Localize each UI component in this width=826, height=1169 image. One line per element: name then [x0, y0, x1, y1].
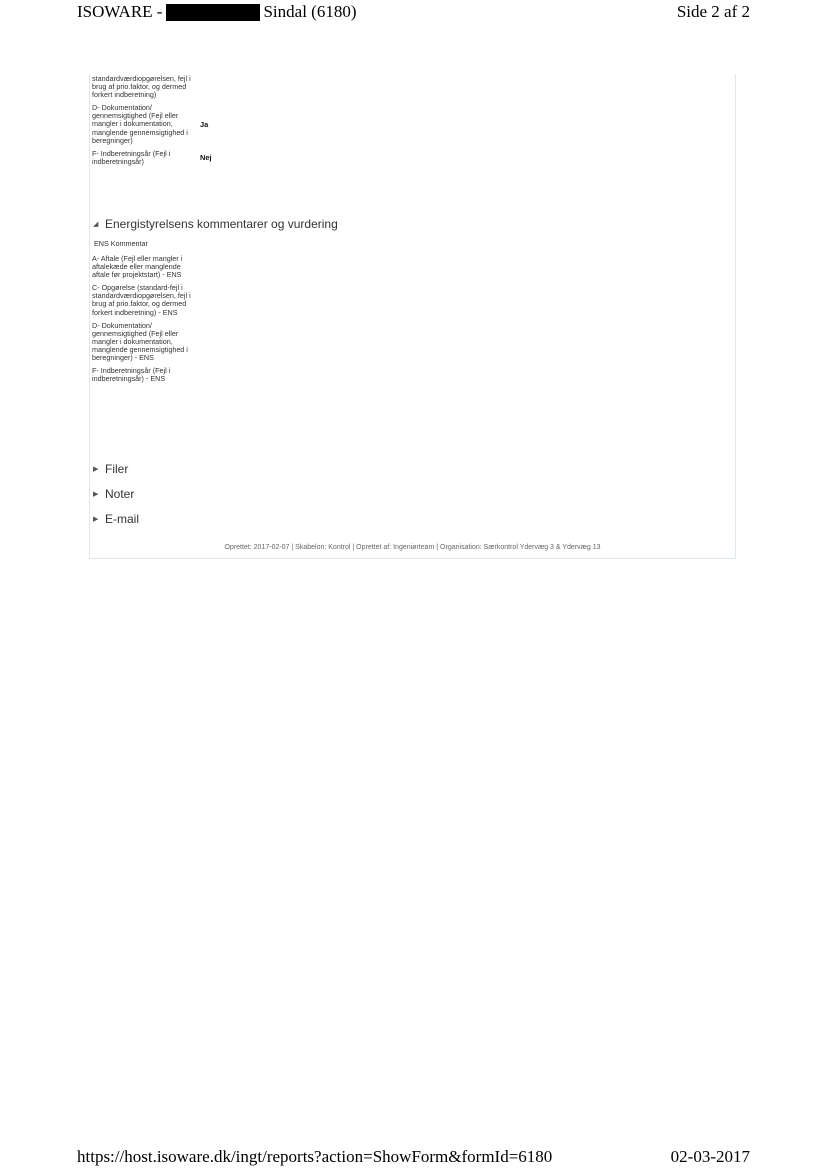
title-suffix: Sindal (6180): [263, 2, 357, 21]
field-row: [92, 322, 196, 362]
field-row: [92, 284, 196, 316]
field-label: D- Dokumentation/ gennemsigtighed (Fejl eller mangler i dokumentation, manglende gennemsigtighed i beregninger) - ENS: [92, 320, 188, 363]
section-title: Energistyrelsens kommentarer og vurdering: [105, 217, 338, 231]
field-label: D- Dokumentation/ gennemsigtighed (Fejl eller mangler i dokumentation, manglende gennemsigtighed i beregninger): [92, 103, 188, 145]
print-header: [77, 1, 750, 23]
section-toggle-filer[interactable]: [93, 462, 128, 476]
meta-line: Oprettet: 2017-02-07 | Skabelon: Kontrol | Oprettet af: Ingeniørteam | Organisation: Særkontrol Ydervæg 3 & Ydervæg 13: [224, 544, 601, 551]
field-row: [92, 255, 196, 279]
redaction-box: [166, 4, 260, 21]
page-number: Side 2 af 2: [676, 2, 750, 21]
field-label: F- Indberetningsår (Fejl i indberetningsår): [92, 148, 171, 166]
triangle-right-icon: ▶: [93, 491, 99, 498]
field-value: Nej: [200, 153, 212, 163]
title-prefix: ISOWARE -: [77, 2, 163, 21]
section-title: E-mail: [105, 512, 140, 526]
page-url: https://host.isoware.dk/ingt/reports?action=ShowForm&formId=6180: [77, 1147, 553, 1166]
field-row: [92, 75, 212, 99]
field-row: [92, 367, 196, 383]
ens-comment-label: ENS Kommentar: [94, 239, 148, 248]
field-label: F- Indberetningsår (Fejl i indberetningsår) - ENS: [92, 366, 171, 384]
section-title: Noter: [105, 487, 135, 501]
section-toggle-email[interactable]: [93, 512, 139, 526]
triangle-right-icon: ▶: [93, 466, 99, 473]
triangle-right-icon: ▶: [93, 516, 99, 523]
print-footer: [77, 1146, 750, 1168]
fields-ens: [92, 255, 196, 388]
form-panel: [89, 74, 736, 559]
section-toggle-ens[interactable]: [93, 217, 338, 231]
fields-top: [92, 75, 212, 171]
field-label: A- Aftale (Fejl eller mangler i aftalekæde eller manglende aftale før projektstart) - ENS: [92, 254, 183, 280]
field-label: C- Opgørelse (standard-fejl i standardværdiopgørelsen, fejl i brug af prio.faktor, og dermed forkert indberetning) - ENS: [92, 283, 191, 317]
triangle-down-icon: ◢: [93, 221, 99, 228]
section-title: Filer: [105, 462, 129, 476]
field-row: [92, 150, 212, 166]
field-row: [92, 104, 212, 144]
field-value: Ja: [200, 120, 209, 130]
document-title: [77, 2, 357, 22]
field-label: standardværdiopgørelsen, fejl i brug af prio.faktor, og dermed forkert indberetning): [92, 74, 191, 100]
print-date: 02-03-2017: [670, 1147, 750, 1166]
section-toggle-noter[interactable]: [93, 487, 134, 501]
